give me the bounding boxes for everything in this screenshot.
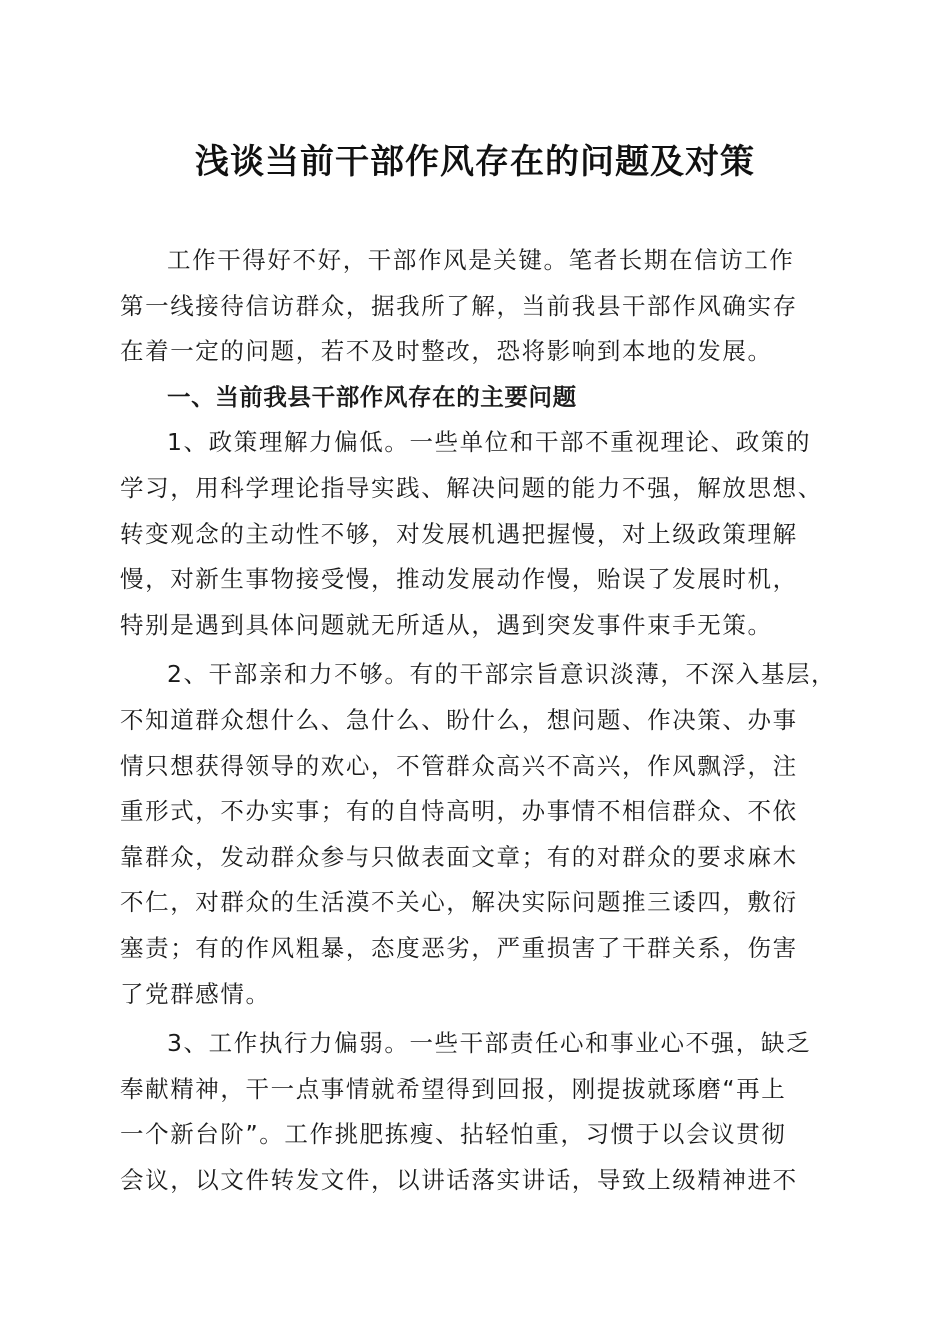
point-2-paragraph bbox=[120, 652, 837, 1017]
text-line: 情只想获得领导的欢心，不管群众高兴不高兴，作风飘浮，注 bbox=[120, 751, 798, 780]
text-line: 会议，以文件转发文件，以讲话落实讲话，导致上级精神进不 bbox=[120, 1165, 798, 1194]
text-line: 塞责；有的作风粗暴，态度恶劣，严重损害了干群关系，伤害 bbox=[120, 933, 798, 962]
text-line: 重形式，不办实事；有的自恃高明，办事情不相信群众、不依 bbox=[120, 797, 798, 826]
section-heading-text: 一、当前我县干部作风存在的主要问题 bbox=[167, 382, 577, 411]
text-line: 在着一定的问题，若不及时整改，恐将影响到本地的发展。 bbox=[120, 337, 773, 366]
text-line: 2、干部亲和力不够。有的干部宗旨意识淡薄，不深入基层， bbox=[167, 660, 837, 689]
text-line: 一个新台阶”。工作挑肥拣瘦、拈轻怕重，习惯于以会议贯彻 bbox=[120, 1120, 787, 1149]
text-line: 转变观念的主动性不够，对发展机遇把握慢，对上级政策理解 bbox=[120, 519, 798, 548]
intro-paragraph bbox=[120, 238, 830, 375]
text-line: 工作干得好不好，干部作风是关键。笔者长期在信访工作 bbox=[167, 246, 795, 274]
text-line: 靠群众，发动群众参与只做表面文章；有的对群众的要求麻木 bbox=[120, 842, 798, 871]
text-line: 3、工作执行力偏弱。一些干部责任心和事业心不强，缺乏 bbox=[167, 1029, 812, 1058]
text-line: 了党群感情。 bbox=[120, 979, 271, 1008]
point-1-paragraph bbox=[120, 420, 830, 648]
text-line: 不知道群众想什么、急什么、盼什么，想问题、作决策、办事 bbox=[120, 705, 798, 734]
document-body bbox=[120, 238, 837, 1203]
text-line: 1、政策理解力偏低。一些单位和干部不重视理论、政策的 bbox=[167, 428, 812, 457]
text-line: 慢，对新生事物接受慢，推动发展动作慢，贻误了发展时机， bbox=[120, 565, 798, 594]
text-line: 学习，用科学理论指导实践、解决问题的能力不强，解放思想、 bbox=[120, 473, 823, 502]
document-title: 浅谈当前干部作风存在的问题及对策 bbox=[195, 142, 755, 182]
text-line: 特别是遇到具体问题就无所适从，遇到突发事件束手无策。 bbox=[120, 610, 773, 639]
section-heading bbox=[120, 375, 830, 421]
text-line: 第一线接待信访群众，据我所了解，当前我县干部作风确实存 bbox=[120, 291, 798, 320]
point-3-paragraph bbox=[120, 1021, 830, 1203]
text-line: 奉献精神，干一点事情就希望得到回报，刚提拔就琢磨“再上 bbox=[120, 1074, 787, 1103]
text-line: 不仁，对群众的生活漠不关心，解决实际问题推三诿四，敷衍 bbox=[120, 888, 798, 917]
